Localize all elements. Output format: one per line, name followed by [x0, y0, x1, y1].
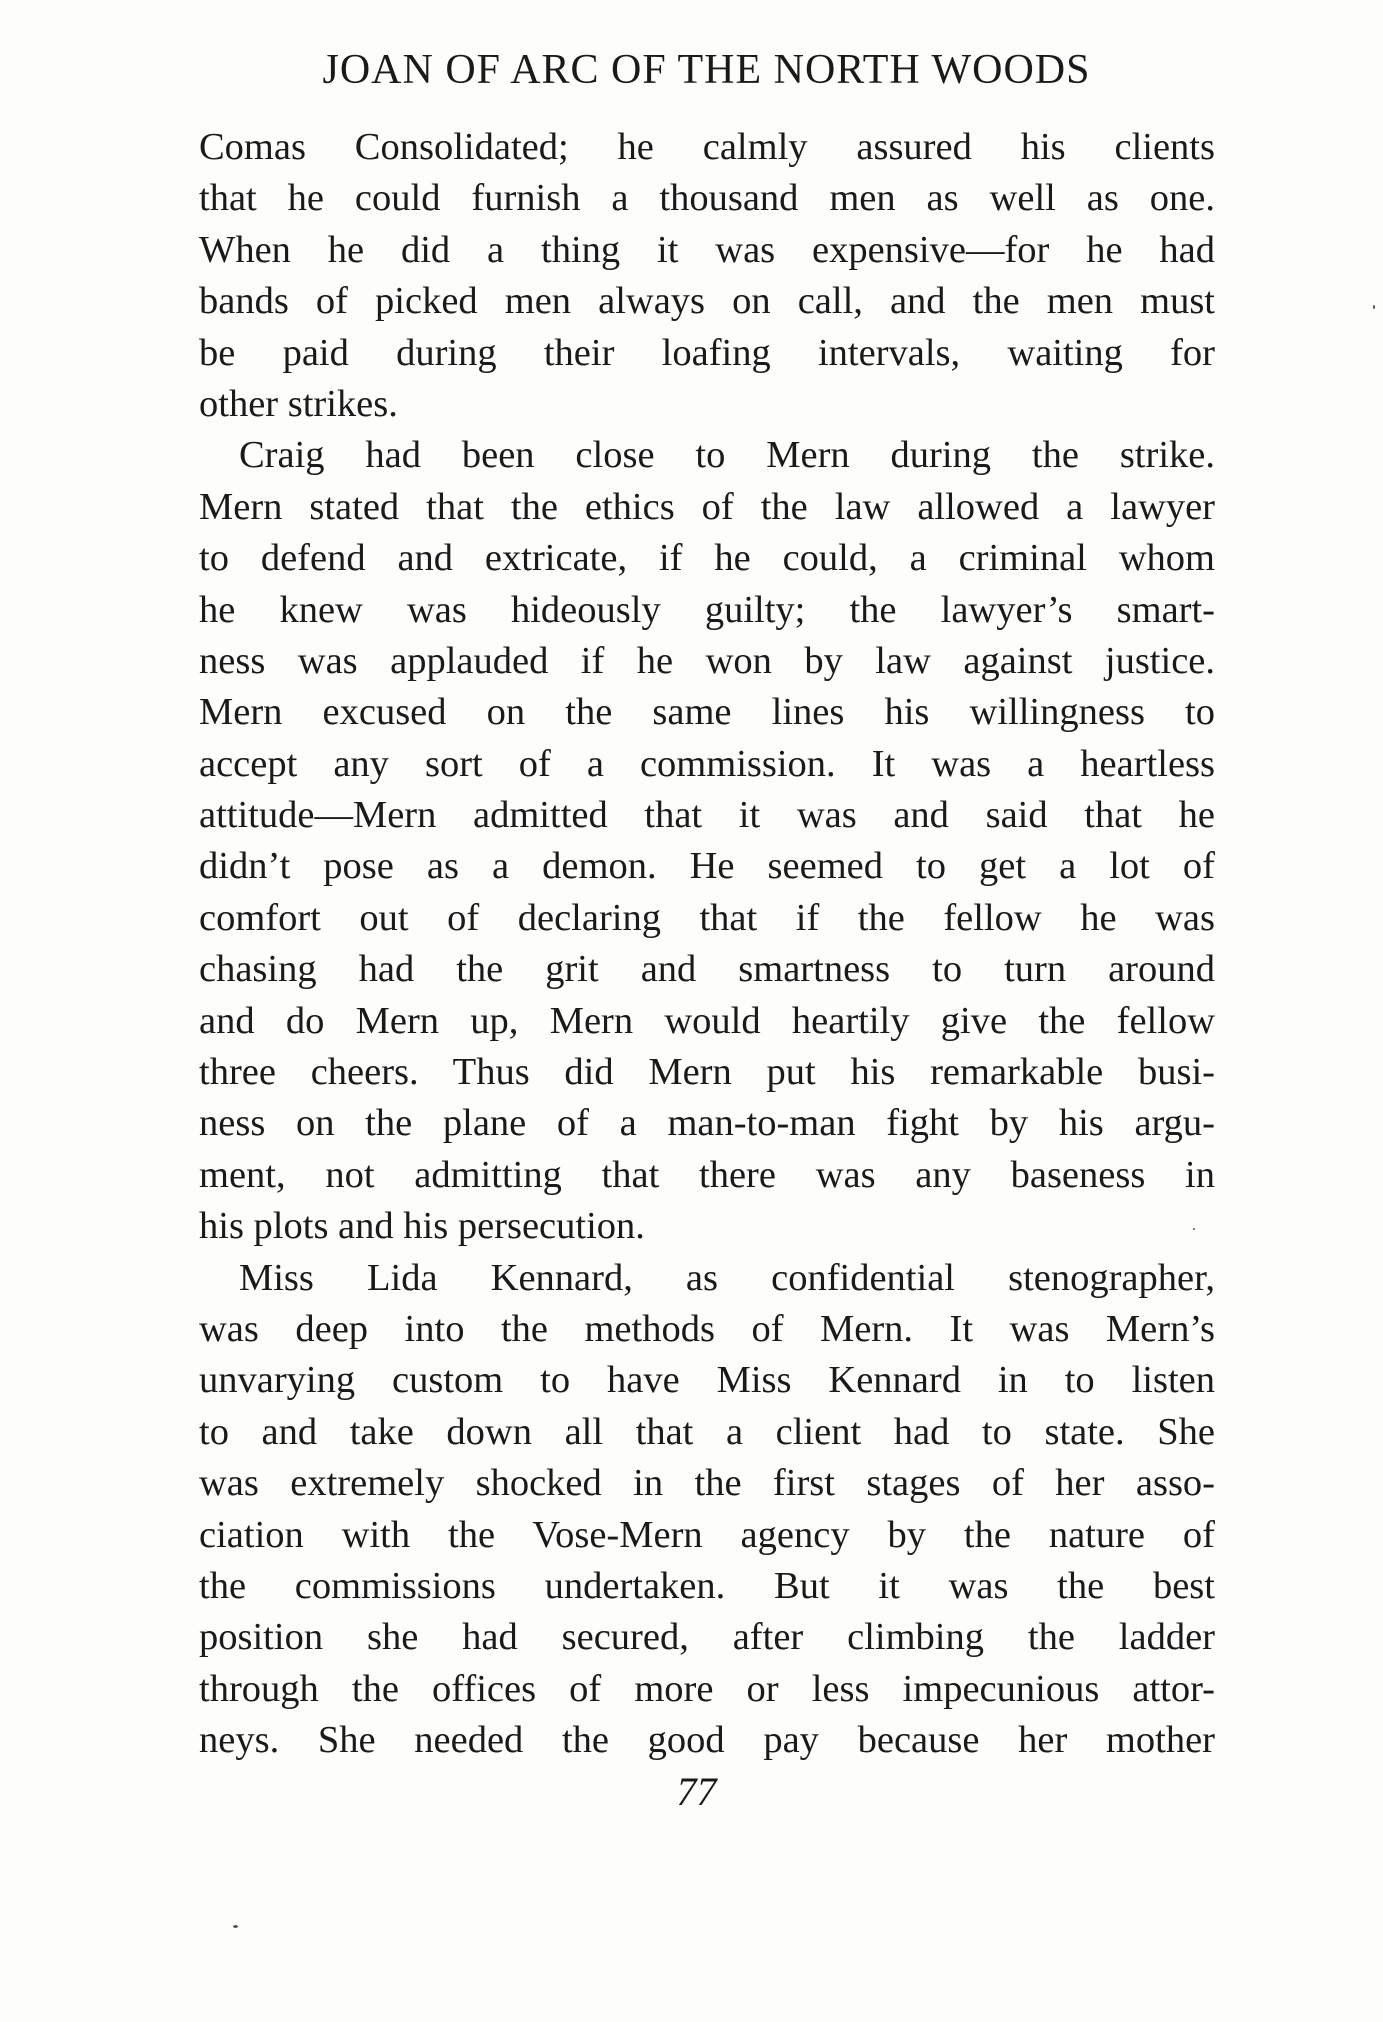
text-line: ciation with the Vose-Mern agency by the nature of	[199, 1513, 1215, 1556]
text-line: his plots and his persecution.	[199, 1205, 645, 1248]
text-line: and do Mern up, Mern would heartily give the fellow	[199, 999, 1215, 1042]
text-line: through the offices of more or less impecunious attor-	[199, 1667, 1215, 1710]
text-line: comfort out of declaring that if the fellow he was	[199, 896, 1215, 939]
text-line: When he did a thing it was expensive—for he had	[199, 228, 1215, 271]
text-line: Miss Lida Kennard, as confidential stenographer,	[239, 1256, 1215, 1299]
text-line: chasing had the grit and smartness to turn around	[199, 948, 1215, 991]
text-line: was extremely shocked in the first stages of her asso-	[199, 1462, 1215, 1505]
text-line: ness on the plane of a man-to-man fight by his argu-	[199, 1102, 1215, 1145]
body-text	[199, 122, 1215, 1767]
text-line: ness was applauded if he won by law against justice.	[199, 639, 1215, 682]
text-line: be paid during their loafing intervals, waiting for	[199, 331, 1215, 374]
text-line: attitude—Mern admitted that it was and said that he	[199, 794, 1215, 837]
text-line: accept any sort of a commission. It was a heartless	[199, 742, 1215, 785]
text-line: Comas Consolidated; he calmly assured his clients	[199, 126, 1215, 168]
text-line: Craig had been close to Mern during the strike.	[239, 434, 1215, 477]
text-line: neys. She needed the good pay because her mother	[199, 1719, 1215, 1762]
paragraph	[199, 122, 1215, 430]
running-head: JOAN OF ARC OF THE NORTH WOODS	[322, 47, 1091, 93]
text-line: ment, not admitting that there was any baseness in	[199, 1153, 1215, 1196]
text-line: to and take down all that a client had to state. She	[199, 1410, 1215, 1453]
text-line: other strikes.	[199, 382, 398, 425]
text-line: the commissions undertaken. But it was the best	[199, 1564, 1215, 1607]
text-line: he knew was hideously guilty; the lawyer’s smart-	[199, 588, 1215, 631]
text-line: unvarying custom to have Miss Kennard in to listen	[199, 1359, 1215, 1402]
text-line: three cheers. Thus did Mern put his remarkable busi-	[199, 1051, 1215, 1094]
scan-speck	[1373, 305, 1375, 309]
paragraph	[199, 430, 1215, 1252]
page-number: 77	[676, 1769, 717, 1814]
text-line: Mern stated that the ethics of the law allowed a lawyer	[199, 485, 1215, 528]
scan-speck	[233, 1925, 238, 1928]
text-line: bands of picked men always on call, and the men must	[199, 280, 1215, 323]
text-line: position she had secured, after climbing the ladder	[199, 1616, 1215, 1659]
text-line: that he could furnish a thousand men as well as one.	[199, 177, 1215, 220]
paragraph	[199, 1253, 1215, 1767]
scan-speck	[1193, 1228, 1195, 1230]
text-line: to defend and extricate, if he could, a criminal whom	[199, 537, 1215, 580]
text-line: didn’t pose as a demon. He seemed to get a lot of	[199, 845, 1215, 888]
text-line: Mern excused on the same lines his willingness to	[199, 691, 1215, 734]
text-line: was deep into the methods of Mern. It was Mern’s	[199, 1307, 1215, 1350]
